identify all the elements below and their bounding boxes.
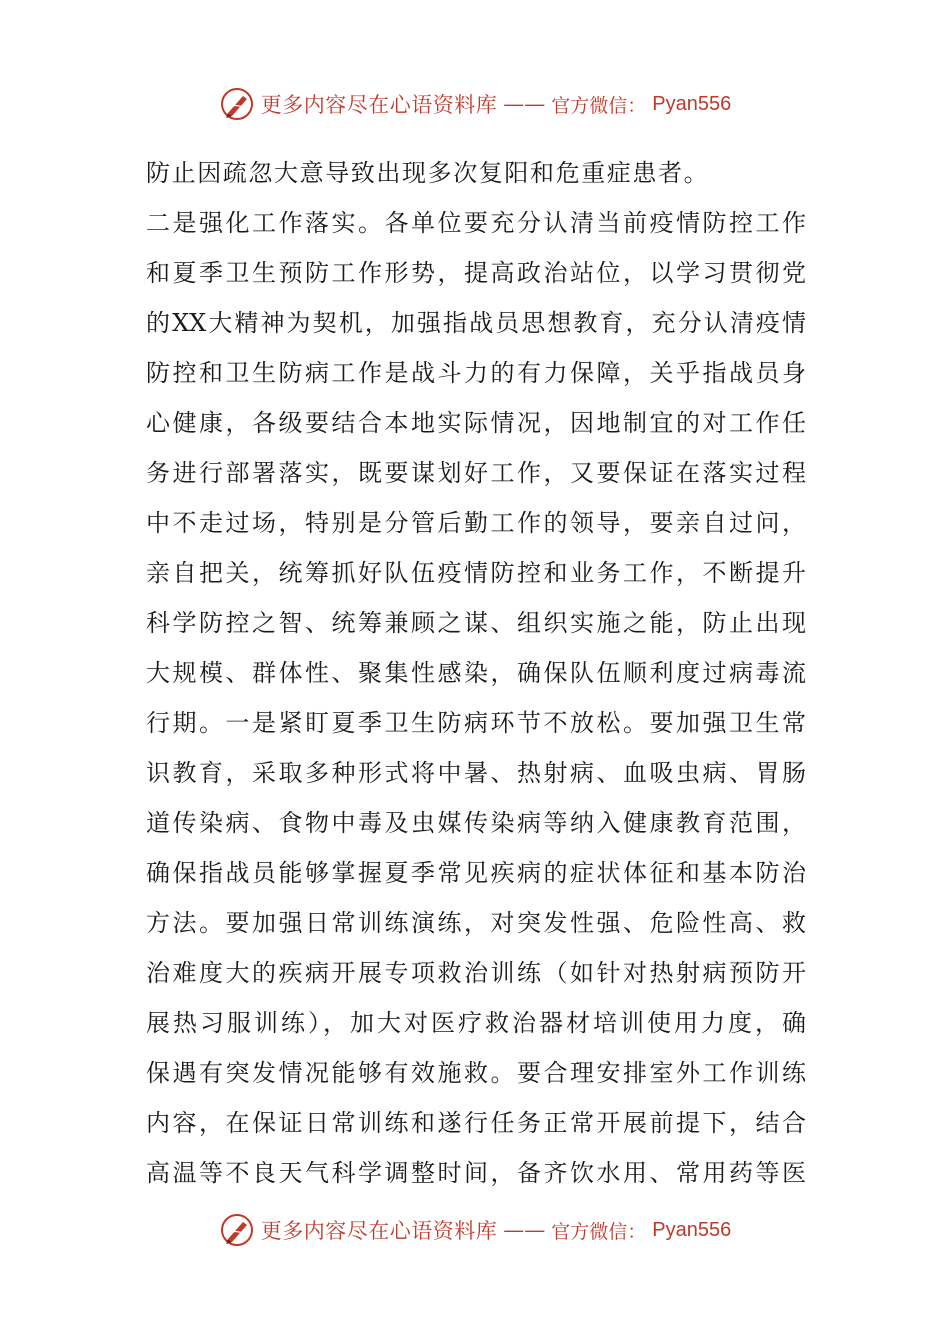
body-line: 治难度大的疾病开展专项救治训练（如针对热射病预防开 — [146, 959, 806, 987]
header-wechat-id: Pyan556 — [652, 92, 732, 115]
footer-wechat-id: Pyan556 — [652, 1218, 732, 1241]
body-line: 中不走过场，特别是分管后勤工作的领导，要亲自过问， — [146, 509, 806, 537]
pen-logo-icon — [219, 86, 255, 122]
header-wechat-label: 官方微信： — [551, 94, 647, 117]
body-line: 心健康，各级要结合本地实际情况，因地制宜的对工作任 — [146, 409, 806, 437]
header-site-text: 更多内容尽在心语资料库 — [260, 93, 498, 117]
body-line: 道传染病、食物中毒及虫媒传染病等纳入健康教育范围， — [146, 809, 806, 837]
header-separator: —— — [503, 92, 546, 116]
body-line: 高温等不良天气科学调整时间，备齐饮水用、常用药等医 — [146, 1159, 806, 1187]
body-line: 确保指战员能够掌握夏季常见疾病的症状体征和基本防治 — [146, 859, 806, 887]
body-line: 内容，在保证日常训练和遂行任务正常开展前提下，结合 — [146, 1109, 806, 1137]
body-line: 行期。一是紧盯夏季卫生防病环节不放松。要加强卫生常 — [146, 709, 806, 737]
body-line: 防止因疏忽大意导致出现多次复阳和危重症患者。 — [146, 159, 710, 187]
body-line: 防控和卫生防病工作是战斗力的有力保障，关乎指战员身 — [146, 359, 806, 387]
body-line: 展热习服训练），加大对医疗救治器材培训使用力度，确 — [146, 1009, 806, 1037]
footer-wechat-label: 官方微信： — [551, 1220, 647, 1243]
footer-banner — [0, 1210, 950, 1250]
body-line: 科学防控之智、统筹兼顾之谋、组织实施之能，防止出现 — [146, 609, 806, 637]
document-body — [146, 148, 806, 1198]
pen-logo-icon — [219, 1212, 255, 1248]
footer-site-text: 更多内容尽在心语资料库 — [260, 1219, 498, 1243]
body-line: 的XX大精神为契机，加强指战员思想教育，充分认清疫情 — [146, 309, 806, 337]
body-line: 识教育，采取多种形式将中暑、热射病、血吸虫病、胃肠 — [146, 759, 806, 787]
body-line: 保遇有突发情况能够有效施救。要合理安排室外工作训练 — [146, 1059, 806, 1087]
body-line: 务进行部署落实，既要谋划好工作，又要保证在落实过程 — [146, 459, 806, 487]
body-line: 亲自把关，统筹抓好队伍疫情防控和业务工作，不断提升 — [146, 559, 806, 587]
footer-banner-inner — [219, 1212, 731, 1248]
footer-separator: —— — [503, 1218, 546, 1242]
header-banner-inner — [219, 86, 731, 122]
body-line: 二是强化工作落实。各单位要充分认清当前疫情防控工作 — [146, 209, 806, 237]
body-line: 方法。要加强日常训练演练，对突发性强、危险性高、救 — [146, 909, 806, 937]
body-line: 大规模、群体性、聚集性感染，确保队伍顺利度过病毒流 — [146, 659, 806, 687]
header-banner — [0, 84, 950, 124]
body-line: 和夏季卫生预防工作形势，提高政治站位，以学习贯彻党 — [146, 259, 806, 287]
